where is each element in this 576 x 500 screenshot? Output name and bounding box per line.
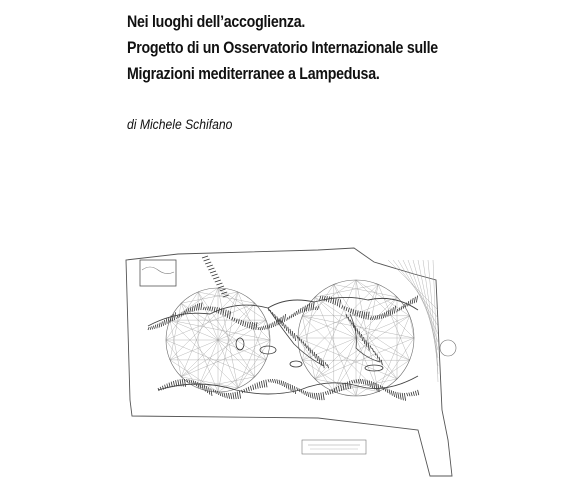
- map-drawing: [118, 240, 466, 480]
- coast-tick: [257, 383, 258, 389]
- coast-tick: [232, 317, 233, 320]
- coast-tick: [239, 391, 240, 399]
- coast-tick: [210, 271, 216, 273]
- coast-tick: [218, 286, 224, 288]
- coast-tick: [204, 259, 210, 261]
- coast-tick: [342, 305, 343, 308]
- coast-tick: [305, 344, 306, 349]
- coast-tick: [295, 311, 296, 316]
- rhumb-line: [356, 284, 378, 396]
- coast-tick: [261, 381, 262, 388]
- coast-tick: [177, 316, 178, 319]
- island-shape: [236, 338, 244, 350]
- coast-tick: [300, 308, 301, 314]
- coast-tick: [289, 316, 290, 320]
- coast-tick: [148, 327, 149, 330]
- rhumb-line: [266, 320, 270, 340]
- coast-tick: [298, 310, 299, 315]
- coast-tick: [253, 385, 254, 390]
- rhumb-line: [181, 288, 218, 377]
- coast-tick: [155, 325, 156, 329]
- coast-tick: [191, 380, 192, 384]
- coast-tick: [223, 295, 229, 297]
- coast-tick: [372, 348, 373, 352]
- rhumb-line: [356, 360, 410, 396]
- coast-tick: [411, 392, 412, 396]
- rhumb-line: [302, 316, 414, 338]
- coast-tick: [213, 277, 219, 279]
- coast-tick: [344, 306, 345, 310]
- coast-tick: [279, 318, 280, 323]
- coast-tick: [360, 379, 361, 384]
- coast-tick: [381, 360, 382, 365]
- coast-tick: [316, 393, 317, 400]
- coast-tick: [352, 380, 353, 383]
- coast-tick: [412, 298, 413, 304]
- coast-tick: [383, 312, 384, 318]
- coast-tick: [157, 324, 158, 329]
- map-figure: [118, 240, 466, 480]
- coast-tick: [323, 360, 324, 368]
- coast-tick: [240, 320, 241, 325]
- coast-tick: [205, 262, 211, 264]
- coast-tick: [394, 306, 395, 314]
- coast-tick: [220, 289, 226, 291]
- rhumb-line: [238, 320, 266, 388]
- coast-tick: [159, 323, 160, 328]
- rhumb-line: [413, 260, 438, 350]
- coast-tick: [387, 388, 388, 393]
- coast-tick: [361, 311, 362, 318]
- coast-tick: [404, 393, 405, 401]
- coast-tick: [231, 393, 232, 399]
- title-line-1: Nei luoghi dell’accoglienza.: [127, 13, 306, 31]
- coast-tick: [320, 296, 321, 300]
- coast-tick: [386, 311, 387, 317]
- coast-tick: [301, 389, 302, 393]
- coast-tick: [246, 388, 247, 392]
- rhumb-line: [298, 338, 334, 392]
- coast-tick: [268, 379, 269, 382]
- coast-tick: [371, 381, 372, 388]
- coast-tick: [336, 387, 337, 392]
- title-line-3: Migrazioni mediterranee a Lampedusa.: [127, 65, 380, 83]
- coast-tick: [401, 306, 402, 310]
- coast-tick: [220, 392, 221, 396]
- coast-tick: [211, 388, 212, 396]
- coast-tick: [389, 389, 390, 394]
- coast-tick: [216, 307, 217, 312]
- coast-tick: [323, 392, 324, 400]
- coast-tick: [375, 316, 376, 320]
- coast-tick: [310, 392, 311, 398]
- coast-tick: [150, 326, 151, 329]
- coast-tick: [243, 321, 244, 326]
- title-line-2: Progetto di un Osservatorio Internazionale sulle: [127, 39, 438, 57]
- coast-tick: [316, 354, 317, 361]
- coast-tick: [294, 333, 295, 341]
- coast-tick: [312, 393, 313, 399]
- document-title: [127, 9, 557, 87]
- coast-tick: [321, 393, 322, 401]
- coast-tick: [302, 307, 303, 313]
- coast-tick: [258, 327, 259, 330]
- coast-tick: [260, 327, 261, 330]
- coast-tick: [160, 387, 161, 390]
- coast-tick: [265, 325, 266, 329]
- coast-tick: [288, 327, 289, 334]
- coast-tick: [212, 274, 218, 276]
- coast-tick: [225, 310, 226, 317]
- coast-tick: [294, 386, 295, 394]
- coast-tick: [224, 393, 225, 398]
- coast-tick: [293, 313, 294, 317]
- coast-tick: [414, 297, 415, 303]
- rhumb-line: [356, 280, 410, 316]
- coast-tick: [282, 316, 283, 323]
- coast-tick: [283, 323, 284, 329]
- coast-tick: [163, 320, 164, 326]
- coast-tick: [270, 379, 271, 382]
- coast-tick: [208, 268, 214, 270]
- coast-tick: [291, 314, 292, 318]
- rhumb-line: [302, 360, 356, 396]
- coast-tick: [397, 309, 398, 312]
- coast-tick: [413, 392, 414, 396]
- coast-tick: [303, 390, 304, 394]
- rhumb-line: [410, 316, 414, 338]
- coast-tick: [365, 379, 366, 385]
- coast-tick: [201, 303, 202, 311]
- coast-tick: [388, 310, 389, 317]
- coast-tick: [325, 392, 326, 395]
- coast-tick: [328, 297, 329, 303]
- coast-tick: [396, 392, 397, 398]
- coast-tick: [393, 391, 394, 397]
- coast-tick: [216, 283, 222, 285]
- coast-tick: [391, 390, 392, 395]
- rhumb-line: [298, 284, 334, 338]
- map-sheet-outline: [126, 248, 452, 476]
- coast-tick: [189, 379, 190, 383]
- coast-tick: [202, 256, 208, 258]
- coast-tick: [199, 303, 200, 310]
- coast-tick: [250, 386, 251, 391]
- coast-tick: [408, 301, 409, 306]
- coast-tick: [247, 322, 248, 328]
- coast-tick: [272, 379, 273, 383]
- coast-tick: [399, 308, 400, 312]
- coast-tick: [355, 310, 356, 316]
- coast-tick: [236, 319, 237, 323]
- coast-tick: [248, 387, 249, 391]
- island-shape: [260, 346, 276, 354]
- rhumb-line: [398, 260, 438, 326]
- coast-tick: [273, 321, 274, 327]
- coast-tick: [350, 320, 351, 325]
- coast-tick: [364, 312, 365, 319]
- coast-tick: [335, 298, 336, 305]
- coast-tick: [290, 329, 291, 336]
- coast-tick: [357, 328, 358, 334]
- coast-tick: [297, 335, 298, 338]
- coast-tick: [255, 384, 256, 390]
- coast-tick: [264, 380, 265, 387]
- coast-tick: [392, 307, 393, 314]
- rhumb-line: [378, 316, 409, 392]
- coast-tick: [346, 307, 347, 311]
- coast-tick: [377, 354, 378, 359]
- coast-tick: [410, 300, 411, 306]
- coast-tick: [359, 311, 360, 317]
- coast-tick: [317, 306, 318, 310]
- coast-tick: [361, 334, 362, 341]
- coast-tick: [269, 324, 270, 329]
- coast-tick: [305, 391, 306, 396]
- coast-tick: [409, 393, 410, 397]
- coast-tick: [206, 386, 207, 393]
- coast-tick: [400, 393, 401, 400]
- rhumb-line: [433, 260, 438, 382]
- coast-tick: [234, 318, 235, 322]
- coast-tick: [319, 393, 320, 400]
- coast-tick: [308, 392, 309, 397]
- coast-tick: [330, 390, 331, 394]
- coast-tick: [284, 314, 285, 322]
- coast-tick: [245, 321, 246, 327]
- coast-tick: [331, 297, 332, 303]
- coast-tick: [287, 317, 288, 320]
- coast-tick: [398, 392, 399, 399]
- coast-tick: [205, 307, 206, 310]
- coast-tick: [279, 380, 280, 385]
- coast-tick: [312, 350, 313, 356]
- coast-tick: [292, 331, 293, 338]
- coast-tick: [259, 382, 260, 388]
- coast-tick: [415, 391, 416, 396]
- coast-tick: [286, 382, 287, 388]
- coast-tick: [254, 322, 255, 329]
- coast-tick: [233, 393, 234, 400]
- coast-tick: [416, 296, 417, 303]
- coast-tick: [183, 311, 184, 315]
- coast-tick: [339, 300, 340, 308]
- coast-tick: [196, 304, 197, 311]
- coast-tick: [314, 393, 315, 399]
- rhumb-line: [403, 260, 438, 334]
- map-caption-box: [302, 440, 366, 454]
- rhumb-line-network: [166, 260, 438, 396]
- coast-tick: [166, 319, 167, 325]
- coast-tick: [281, 381, 282, 386]
- coast-tick: [356, 379, 357, 383]
- coast-tick: [363, 379, 364, 384]
- coast-tick: [297, 387, 298, 390]
- coast-tick: [226, 393, 227, 398]
- coast-tick: [228, 393, 229, 399]
- coast-tick: [249, 322, 250, 328]
- coast-tick: [319, 356, 320, 363]
- coast-tick: [266, 380, 267, 388]
- coast-tick: [290, 384, 291, 391]
- coast-tick: [271, 323, 272, 328]
- coast-tick: [381, 313, 382, 318]
- coast-tick: [275, 379, 276, 383]
- rhumb-line: [218, 288, 238, 388]
- rhumb-line: [378, 338, 414, 392]
- island-shape: [290, 361, 302, 367]
- coast-tick: [325, 362, 326, 365]
- coast-tick: [348, 308, 349, 312]
- coast-tick: [286, 325, 287, 331]
- coastline-hatching: [148, 256, 419, 401]
- coast-tick: [407, 393, 408, 396]
- rhumb-line: [238, 340, 270, 388]
- coast-tick: [207, 265, 213, 267]
- coast-tick: [354, 380, 355, 384]
- coast-tick: [161, 321, 162, 326]
- coast-tick: [337, 299, 338, 306]
- coast-tick: [372, 316, 373, 320]
- coast-tick: [182, 379, 183, 386]
- rhumb-line: [298, 297, 397, 338]
- coast-tick: [303, 341, 304, 345]
- coast-tick: [288, 383, 289, 390]
- coast-tick: [194, 305, 195, 311]
- coast-tick: [375, 351, 376, 355]
- coast-tick: [235, 392, 236, 399]
- coast-tick: [222, 392, 223, 397]
- coast-tick: [237, 392, 238, 399]
- coast-tick: [152, 326, 153, 330]
- coast-tick: [327, 391, 328, 395]
- coast-tick: [283, 381, 284, 387]
- rhumb-line: [356, 280, 378, 392]
- coast-tick: [418, 390, 419, 395]
- coast-tick: [402, 393, 403, 400]
- coast-tick: [214, 307, 215, 312]
- coast-tick: [370, 346, 371, 349]
- coast-tick: [215, 280, 221, 282]
- coast-tick: [311, 303, 312, 311]
- author-line: di Michele Schifano: [127, 117, 233, 132]
- coast-tick: [203, 307, 204, 310]
- coast-tick: [277, 379, 278, 384]
- coast-tick: [212, 307, 213, 312]
